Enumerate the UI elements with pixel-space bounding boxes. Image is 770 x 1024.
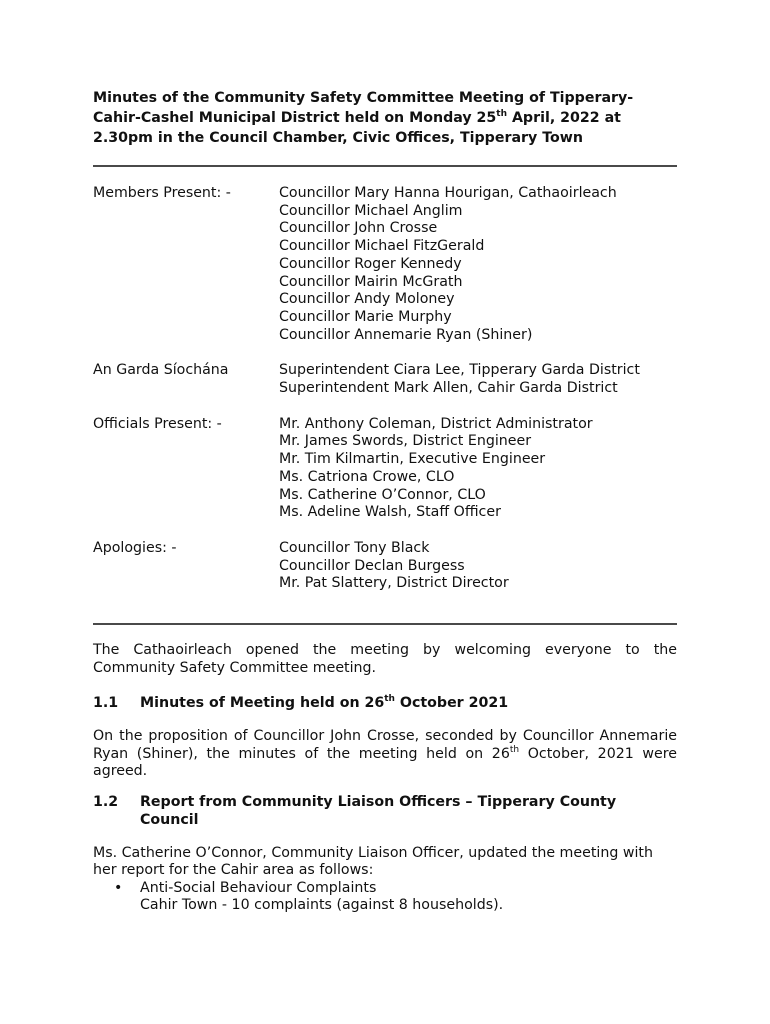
divider-top [93, 165, 677, 167]
section-number: 1.2 [93, 793, 119, 810]
attendance-list [93, 185, 677, 593]
attendee-name: Superintendent Mark Allen, Cahir Garda District [279, 380, 618, 397]
attendee-name: Ms. Adeline Walsh, Staff Officer [279, 504, 501, 521]
attendee-name: Councillor John Crosse [279, 220, 438, 237]
attendee-name: Ms. Catherine O’Connor, CLO [279, 486, 486, 503]
section-title-start: Minutes of Meeting held on 26 [140, 695, 385, 712]
section-title [140, 694, 677, 712]
attendee-name: Councillor Declan Burgess [279, 557, 465, 574]
attendee-name: Mr. James Swords, District Engineer [279, 433, 532, 450]
section-number: 1.1 [93, 695, 119, 712]
attendee-name: Councillor Tony Black [279, 539, 430, 556]
title-text-end: April, 2022 at 2.30pm in the Council Chamber, Civic Offices, Tipperary Town [93, 110, 621, 146]
body-text-start: On the proposition of Councillor John Crosse, seconded by Councillor Annemarie Ryan (Shiner), the minutes of the meeting held on 26 [93, 728, 677, 762]
apologies-label: Apologies: - [93, 539, 177, 556]
officials-present-group [93, 416, 677, 522]
section-1-1-body [93, 728, 677, 781]
section-1-2-heading [93, 793, 677, 829]
opening-paragraph: The Cathaoirleach opened the meeting by welcoming everyone to the Community Safety Committee meeting. [93, 642, 677, 676]
attendee-name: Councillor Roger Kennedy [279, 255, 462, 272]
complaints-list [93, 880, 677, 915]
list-item-detail: Cahir Town - 10 complaints (against 8 households). [140, 897, 504, 914]
title-text-start: Minutes of the Community Safety Committee Meeting of Tipperary-Cahir-Cashel Municipal District held on Monday 25 [93, 90, 634, 126]
officials-present-label: Officials Present: - [93, 415, 222, 432]
section-title-end: October 2021 [394, 695, 509, 712]
attendee-name: Councillor Annemarie Ryan (Shiner) [279, 326, 533, 343]
members-present-names [279, 185, 677, 344]
bullet-icon: • [114, 879, 123, 896]
garda-label: An Garda Síochána [93, 362, 229, 379]
title-date-suffix: th [496, 109, 508, 119]
date-suffix: th [384, 694, 395, 705]
list-item [93, 880, 677, 915]
apologies-names [279, 540, 677, 593]
document-page [93, 88, 677, 915]
apologies-group [93, 540, 677, 593]
officials-present-names [279, 416, 677, 522]
body-text-end: October, 2021 were agreed. [93, 745, 677, 780]
document-title [93, 88, 677, 148]
attendee-name: Mr. Tim Kilmartin, Executive Engineer [279, 451, 546, 468]
attendee-name: Councillor Michael Anglim [279, 202, 463, 219]
divider-bottom [93, 623, 677, 625]
attendee-name: Mr. Anthony Coleman, District Administrator [279, 415, 593, 432]
members-present-group [93, 185, 677, 344]
garda-names [279, 362, 677, 397]
attendee-name: Mr. Pat Slattery, District Director [279, 575, 509, 592]
section-1-2-body: Ms. Catherine O’Connor, Community Liaison Officer, updated the meeting with her report for the Cahir area as follows: [93, 844, 653, 879]
section-title: Report from Community Liaison Officers – Tipperary County Council [140, 793, 617, 828]
attendee-name: Councillor Mairin McGrath [279, 273, 463, 290]
date-suffix: th [509, 744, 520, 755]
members-present-label: Members Present: - [93, 185, 231, 201]
attendee-name: Councillor Mary Hanna Hourigan, Cathaoirleach [279, 185, 617, 201]
garda-group [93, 362, 677, 397]
attendee-name: Ms. Catriona Crowe, CLO [279, 468, 455, 485]
list-item-title: Anti-Social Behaviour Complaints [140, 879, 377, 896]
attendee-name: Councillor Andy Moloney [279, 291, 455, 308]
section-1-1-heading [93, 694, 677, 712]
attendee-name: Councillor Michael FitzGerald [279, 238, 485, 255]
attendee-name: Councillor Marie Murphy [279, 308, 452, 325]
attendee-name: Superintendent Ciara Lee, Tipperary Garda District [279, 362, 640, 379]
